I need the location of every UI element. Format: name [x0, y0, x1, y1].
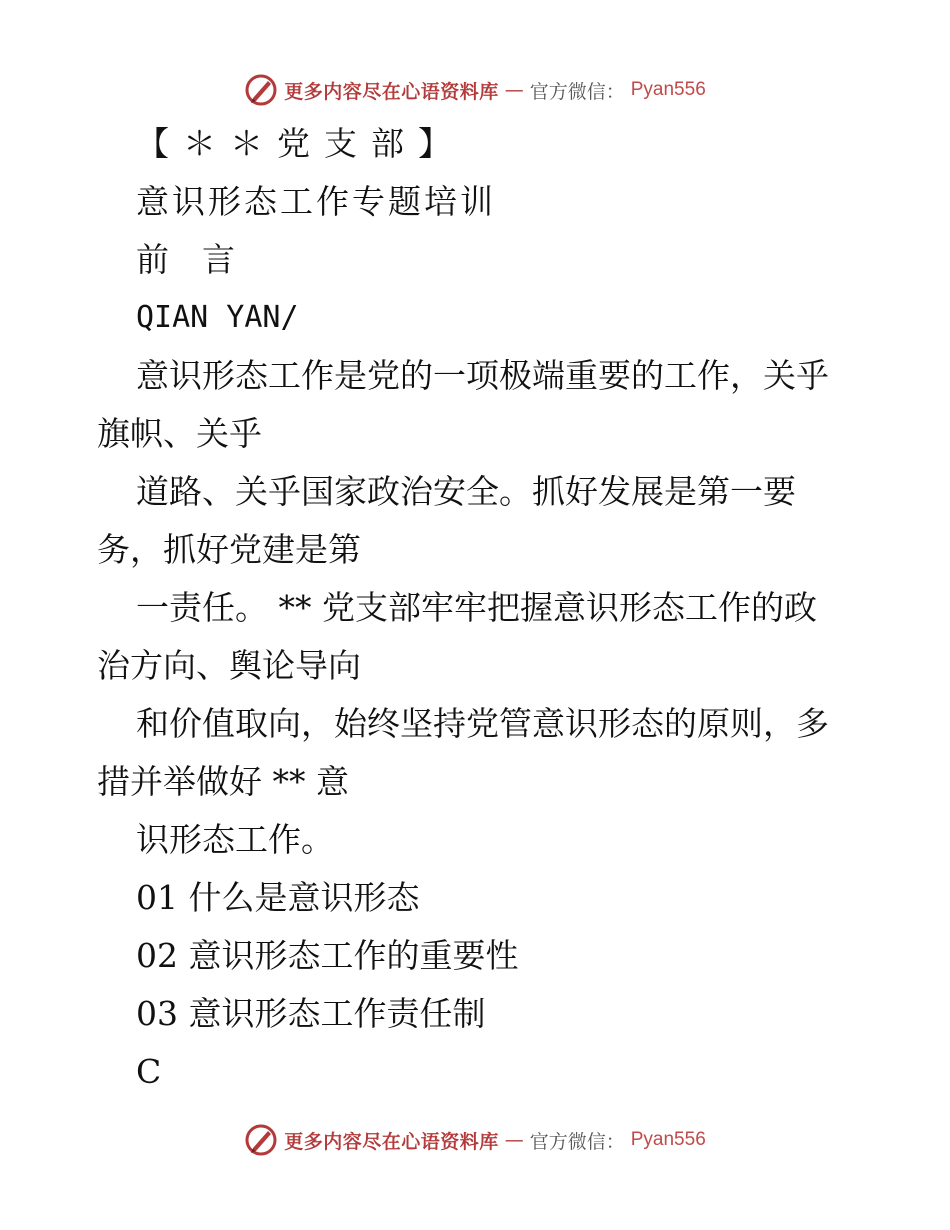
watermark-dash: — [504, 79, 524, 101]
toc-item-3: 03 意识形态工作责任制 [136, 994, 486, 1033]
paragraph-line: 措并举做好 ** 意 [97, 762, 349, 801]
training-title: 意识形态工作专题培训 [136, 182, 496, 221]
watermark-wechat-label: 官方微信： [529, 1130, 625, 1153]
footer-watermark [0, 1120, 950, 1160]
paragraph-line: 和价值取向，始终坚持党管意识形态的原则，多 [136, 704, 829, 743]
watermark-brand: 更多内容尽在心语资料库 [284, 80, 499, 103]
watermark-brand: 更多内容尽在心语资料库 [284, 1130, 499, 1153]
branch-title: 【＊＊党支部】 [136, 124, 465, 163]
paragraph-line: 务，抓好党建是第 [97, 530, 361, 569]
header-watermark [0, 70, 950, 110]
toc-item-1: 01 什么是意识形态 [136, 878, 420, 917]
paragraph-line: 旗帜、关乎 [97, 414, 262, 453]
preface-heading: 前 言 [136, 240, 235, 279]
paragraph-line: 一责任。 ** 党支部牢牢把握意识形态工作的政 [136, 588, 817, 627]
pen-logo-icon [244, 73, 278, 107]
watermark-wechat-id: Pyan556 [630, 79, 706, 100]
toc-item-2: 02 意识形态工作的重要性 [136, 936, 519, 975]
trailing-letter: C [136, 1052, 162, 1091]
paragraph-line: 识形态工作。 [136, 820, 334, 859]
paragraph-line: 道路、关乎国家政治安全。抓好发展是第一要 [136, 472, 796, 511]
pen-logo-icon [244, 1123, 278, 1157]
preface-pinyin: QIAN YAN/ [136, 300, 299, 335]
paragraph-line: 意识形态工作是党的一项极端重要的工作，关乎 [136, 356, 829, 395]
paragraph-line: 治方向、舆论导向 [97, 646, 361, 685]
watermark-wechat-id: Pyan556 [630, 1129, 706, 1150]
watermark-dash: — [504, 1129, 524, 1151]
watermark-wechat-label: 官方微信： [529, 80, 625, 103]
